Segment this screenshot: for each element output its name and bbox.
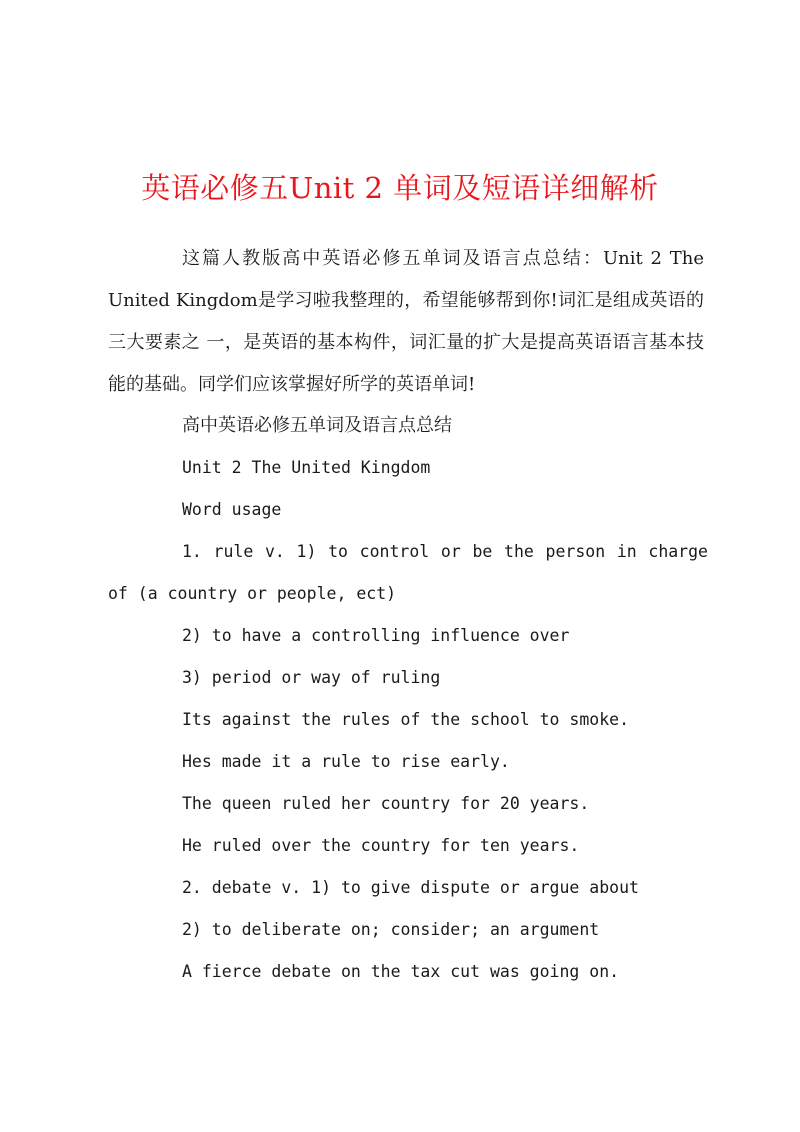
example-sentence: A fierce debate on the tax cut was going on. <box>182 962 620 981</box>
entry-rule-definition-2: 2) to have a controlling influence over <box>182 626 570 645</box>
unit-heading: Unit 2 The United Kingdom <box>182 458 431 477</box>
entry-debate-definition-1: 2. debate v. 1) to give dispute or argue about <box>182 878 639 897</box>
document-title: 英语必修五Unit 2 单词及短语详细解析 <box>141 171 659 205</box>
entry-rule-definition-1: 1. rule v. 1) to control or be the person in charge of (a country or people, ect) <box>108 542 708 603</box>
entry-debate-definition-2: 2) to deliberate on; consider; an argument <box>182 920 600 939</box>
entry-rule-definition-3: 3) period or way of ruling <box>182 668 441 687</box>
word-usage-heading: Word usage <box>182 500 282 519</box>
section-heading: 高中英语必修五单词及语言点总结 <box>182 415 452 436</box>
example-sentence: The queen ruled her country for 20 years. <box>182 794 590 813</box>
example-sentence: Its against the rules of the school to smoke. <box>182 710 630 729</box>
intro-paragraph: 这篇人教版高中英语必修五单词及语言点总结：Unit 2 The United Kingdom是学习啦我整理的，希望能够帮到你!词汇是组成英语的三大要素之 一，是英语的基本构件，词汇量的扩大是提高英语语言基本技能的基础。同学们应该掌握好所学的英语单词! <box>108 248 704 395</box>
example-sentence: Hes made it a rule to rise early. <box>182 752 510 771</box>
example-sentence: He ruled over the country for ten years. <box>182 836 580 855</box>
